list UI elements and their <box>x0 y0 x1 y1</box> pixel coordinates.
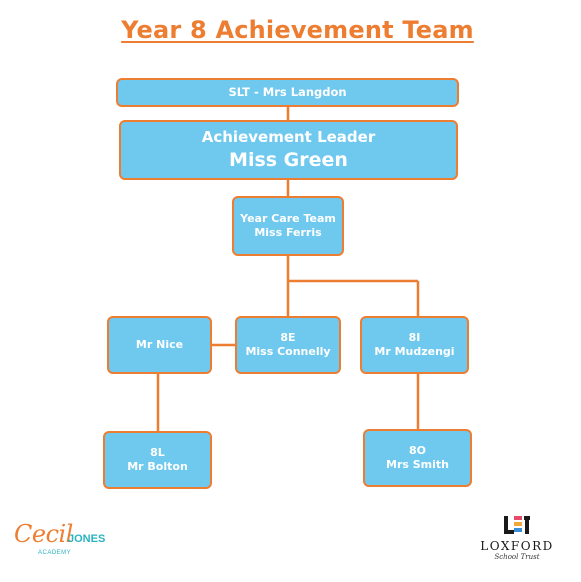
node-8e <box>235 316 341 374</box>
node-8e-name: Miss Connelly <box>245 345 331 358</box>
node-8i-name: Mr Mudzengi <box>374 345 455 358</box>
loxford-logo <box>472 515 562 567</box>
loxford-mark-icon <box>502 515 532 537</box>
node-8o <box>363 429 472 487</box>
node-8l-form: 8L <box>150 446 165 460</box>
cecil-logo-sub: ACADEMY <box>38 550 72 556</box>
cecil-jones-logo <box>14 520 124 560</box>
node-year-care-team <box>232 196 344 256</box>
cecil-logo-script: Cecil <box>14 520 73 548</box>
chart-title: Year 8 Achievement Team <box>121 16 474 44</box>
node-leader-name: Miss Green <box>229 148 348 171</box>
cecil-logo-word: JONES <box>68 533 106 545</box>
node-slt-label: SLT - Mrs Langdon <box>228 85 347 100</box>
node-slt <box>116 78 459 107</box>
loxford-logo-name: LOXFORD <box>480 539 554 553</box>
node-care-role: Year Care Team <box>240 212 336 226</box>
node-8o-form: 8O <box>408 444 426 458</box>
node-leader-role: Achievement Leader <box>201 127 376 146</box>
node-8i <box>360 316 469 374</box>
node-mr-nice <box>107 316 212 374</box>
node-8e-form: 8E <box>280 331 296 345</box>
node-8o-name: Mrs Smith <box>386 458 449 471</box>
node-8l-name: Mr Bolton <box>127 460 188 473</box>
node-nice-name: Mr Nice <box>135 338 184 352</box>
node-achievement-leader <box>119 120 458 180</box>
node-8i-form: 8I <box>408 331 421 345</box>
loxford-logo-sub: School Trust <box>494 553 540 561</box>
node-care-name: Miss Ferris <box>254 226 322 239</box>
node-8l <box>103 431 212 489</box>
